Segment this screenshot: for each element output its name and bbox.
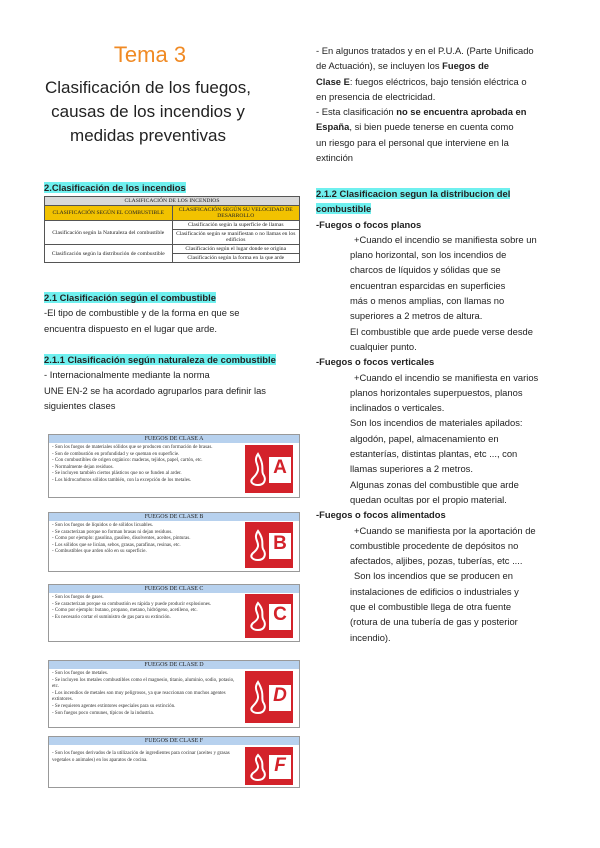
card-line: - Son fuegos poco comunes, típicos de la industria. [52,710,154,716]
paragraph-line: llamas superiores a 2 metros. [350,463,473,475]
subsection-heading: -Fuegos o focos alimentados [316,509,446,521]
clase-e-note [316,43,596,165]
paragraph-line: incendio). [350,631,391,643]
fire-class-icon [245,671,293,723]
card-line: - Se incluyen los metales combustibles como el magnesio, titanio, aluminio, sodio, potasio, etc. [52,677,235,690]
paragraph-line: España, si bien puede tenerse en cuenta como [316,121,514,133]
card-line: - Como por ejemplo: gasolina, gasóleo, disolventes, aceites, pinturas. [52,536,191,542]
card-line: - Son de combustión en profundidad y se queman en superficie. [52,451,180,457]
paragraph-line: extinción [316,152,354,164]
paragraph-line: superiores a 2 metros de altura. [350,310,483,322]
card-heading: FUEGOS DE CLASE D [49,661,299,669]
card-line: - Con combustibles de origen orgánico: maderas, tejidos, papel, cartón, etc. [52,458,203,464]
table-cell: Clasificación según la superficie de llamas [172,221,300,230]
subtitle-line: causas de los incendios y [51,102,245,121]
paragraph-line: siguientes clases [44,399,116,411]
paragraph-line: Clase E: fuegos eléctricos, bajo tensión eléctrica o [316,75,527,87]
page-title: Tema 3 [113,42,187,67]
paragraph-line: quedan ocultas por el propio material. [350,493,507,505]
table-cell: Clasificación según la forma en la que arde [172,254,300,263]
table-header: CLASIFICACIÓN SEGÚN SU VELOCIDAD DE DESARROLLO [172,206,300,221]
paragraph-line: Algunas zonas del combustible que arde [350,478,519,490]
flame-icon [247,529,269,561]
paragraph-line: un riesgo para el personal que interviene en la [316,136,509,148]
card-heading: FUEGOS DE CLASE A [49,435,299,443]
paragraph-line: encuentra dispuesto en el lugar que arde. [44,322,218,334]
class-letter: B [267,531,293,561]
paragraph-line: - Esta clasificación no se encuentra aprobada en [316,106,527,118]
paragraph-line: inclinados o verticales. [350,402,445,414]
fire-class-icon [245,747,293,785]
paragraph-line: Son los incendios de materiales apilados: [350,417,523,429]
table-cell: Clasificación según la distribución de combustible [45,245,173,263]
card-line: - Son los fuegos de gases. [52,595,104,600]
paragraph-line: cualquier punto. [350,340,417,352]
subtitle-line: Clasificación de los fuegos, [44,78,251,97]
section-heading: 2.1 Clasificación según el combustible [44,292,216,303]
verticales-text [316,370,596,508]
table-caption: CLASIFICACIÓN DE LOS INCENDIOS [45,197,300,206]
card-line: - Son los fuegos de materiales sólidos que se producen con formación de brasas. [52,445,213,450]
card-line: - Normalmente dejan residuos. [52,464,114,470]
fire-class-icon [245,522,293,568]
paragraph-line: encuentran esparcidas en superficies [350,279,506,291]
table-cell: Clasificación según el lugar donde se origina [172,245,300,254]
fire-class-card-d [48,660,300,728]
paragraph-line: charcos de líquidos y sólidas que se [350,264,501,276]
paragraph-line: planos horizontales superpuestos, planos [350,386,523,398]
section-heading: 2.Clasificación de los incendios [44,182,186,193]
class-letter: C [267,602,293,632]
paragraph-line: que el combustible llega de otra fuente [350,601,512,613]
fire-class-icon [245,445,293,493]
paragraph-line: más o menos amplias, con llamas no [350,295,505,307]
subtitle [18,76,278,148]
card-line: - Combustibles que arden sólo en su superficie. [52,549,147,555]
table-cell: Clasificación según se manifiestan o no llamas en los edificios [172,230,300,245]
fire-class-card-c [48,584,300,642]
fire-class-card-a [48,434,300,498]
flame-icon [247,680,269,714]
fire-class-card-b [48,512,300,572]
fire-class-icon [245,594,293,638]
class-letter: D [267,683,293,713]
paragraph-line: UNE EN-2 se ha acordado agruparlos para definir las [44,384,266,396]
section-heading: 2.1.1 Clasificación según naturaleza de combustible [44,354,276,365]
card-line: - Se caracterizan porque su combustión es rápida y puede producir explosiones. [52,601,212,607]
table-header: CLASIFICACIÓN SEGÚN EL COMBUSTIBLE [45,206,173,221]
paragraph-line: +Cuando el incendio se manifiesta sobre un [354,233,537,245]
card-heading: FUEGOS DE CLASE C [49,585,299,593]
paragraph-line: +Cuando el incendio se manifiesta en varios [354,371,539,383]
card-line: - Es necesario cortar el suministro de gas para su extinción. [52,614,171,620]
paragraph-line: en presencia de electricidad. [316,90,436,102]
paragraph-line: instalaciones de edificios o industriales y [350,585,519,597]
card-line: - Los incendios de metales son muy peligrosos, ya que reaccionan con muchos agentes extintores. [52,690,226,703]
paragraph-line: combustible procedente de depósitos no [350,539,519,551]
paragraph-line: de Actuación), se incluyen los Fuegos de [316,60,490,72]
paragraph-line: +Cuando se manifiesta por la aportación de [354,524,536,536]
card-line: - Se caracterizan porque no forman brasas ni dejan residuos. [52,529,173,535]
flame-icon [247,753,269,781]
paragraph-line: afectados, aljibes, pozas, tuberías, etc .... [350,555,523,567]
card-line: - Los hidrocarburos sólidos también, con la excepción de los metales. [52,477,192,483]
card-line: - Son los fuegos de líquidos o de sólidos licuables. [52,523,154,528]
paragraph-line: estanterías, distintas plantas, etc ..., con [350,448,518,460]
flame-icon [247,601,269,631]
card-line: - Se incluyen también ciertos plásticos que no se funden al arder. [52,471,182,477]
paragraph-line: (rotura de una tubería de gas y posterior [350,616,518,628]
paragraph-line: algodón, papel, almacenamiento en [350,432,499,444]
alimentados-text [316,523,596,645]
card-line: - Como por ejemplo: butano, propano, metano, hidrógeno, acetileno, etc. [52,608,198,614]
table-cell: Clasificación según la Naturaleza del combustible [45,221,173,245]
card-heading: FUEGOS DE CLASE B [49,513,299,521]
card-line: - Los sólidos que se licúan, sebos, grasas, parafinas, resinas, etc. [52,542,181,548]
card-line: - Son los fuegos derivados de la utilización de ingredientes para cocinar (aceites y grasas vegetales o animales) en los aparatos de cocina. [52,751,230,763]
fire-class-card-f [48,736,300,788]
section-heading: combustible [316,203,372,215]
paragraph-line: - En algunos tratados y en el P.U.A. (Parte Unificado [316,45,534,56]
paragraph-line: - Internacionalmente mediante la norma [44,369,210,381]
card-line: - Son los fuegos de metales. [52,671,109,676]
card-line: - Se requieren agentes extintores especiales para su extinción. [52,703,176,709]
paragraph-line: plano horizontal, son los incendios de [350,249,507,261]
classification-table [44,196,300,263]
subtitle-line: medidas preventivas [70,126,226,145]
planos-text [316,232,596,354]
paragraph-line: -El tipo de combustible y de la forma en que se [44,307,240,319]
card-heading: FUEGOS DE CLASE F [49,737,299,745]
flame-icon [247,452,269,486]
paragraph-line: El combustible que arde puede verse desde [350,325,533,337]
class-letter: F [267,753,293,781]
paragraph-line: Son los incendios que se producen en [354,570,513,582]
class-letter: A [267,455,293,485]
subsection-heading: -Fuegos o focos verticales [316,356,435,368]
section-heading: 2.1.2 Clasificacion segun la distribucion del [316,188,511,199]
subsection-heading: -Fuegos o focos planos [316,218,422,230]
